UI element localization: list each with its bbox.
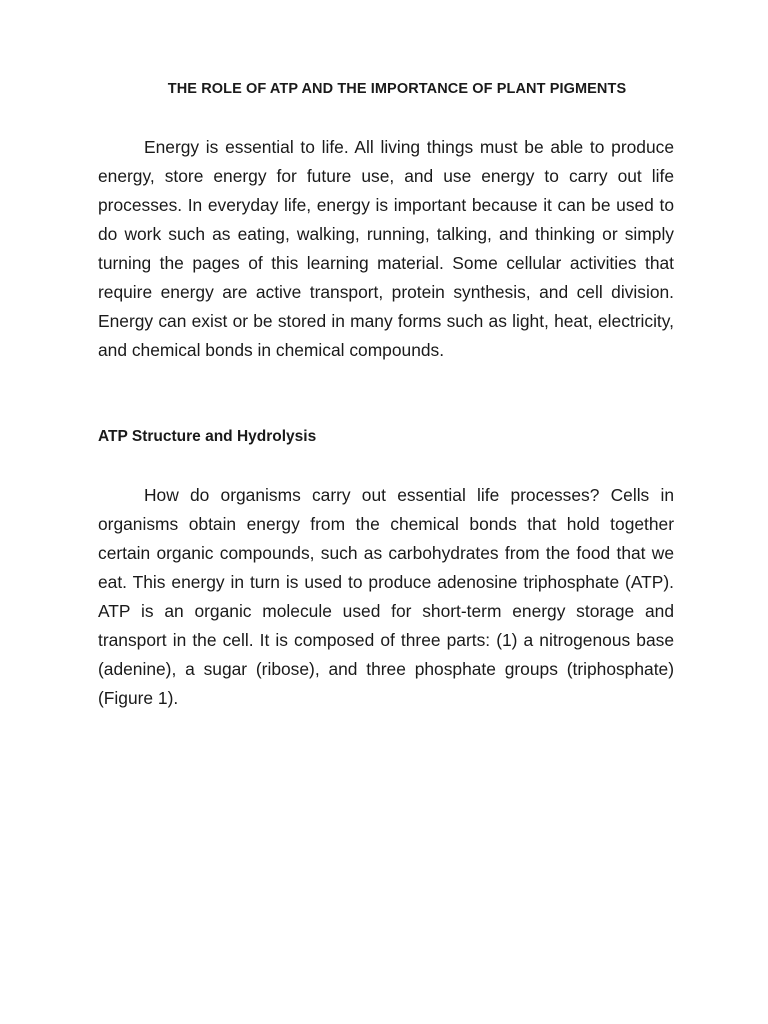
atp-paragraph: How do organisms carry out essential life processes? Cells in organisms obtain energy from the chemical bonds that hold together certain organic compounds, such as carbohydrates from the food that we eat. This energy in turn is used to produce adenosine triphosphate (ATP). ATP is an organic molecule used for short-term energy storage and transport in the cell. It is composed of three parts: (1) a nitrogenous base (adenine), a sugar (ribose), and three phosphate groups (triphosphate) (Figure 1). <box>98 485 674 708</box>
document-title: THE ROLE OF ATP AND THE IMPORTANCE OF PLANT PIGMENTS <box>167 81 627 97</box>
section-heading: ATP Structure and Hydrolysis <box>98 428 317 445</box>
intro-paragraph: Energy is essential to life. All living things must be able to produce energy, store energy for future use, and use energy to carry out life processes. In everyday life, energy is important because it can be used to do work such as eating, walking, running, talking, and thinking or simply turning the pages of this learning material. Some cellular activities that require energy are active transport, protein synthesis, and cell division. Energy can exist or be stored in many forms such as light, heat, electricity, and chemical bonds in chemical compounds. <box>98 137 674 360</box>
